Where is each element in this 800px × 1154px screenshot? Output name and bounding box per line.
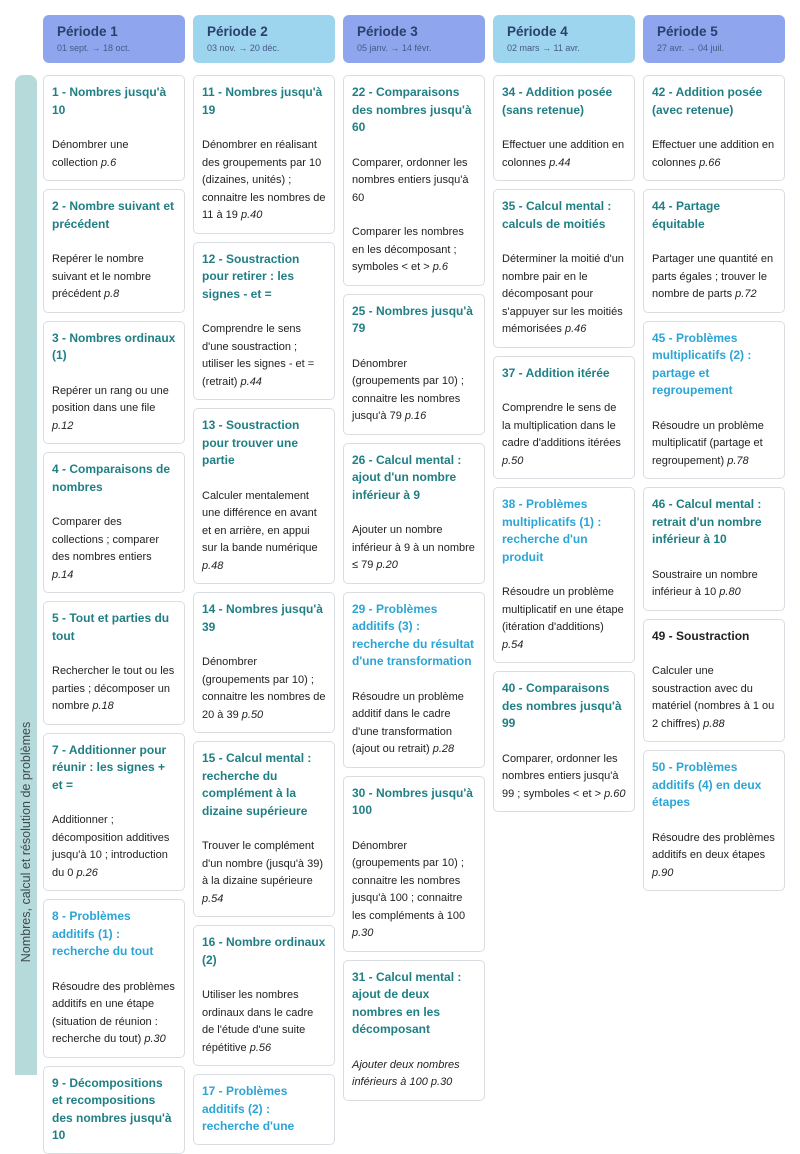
lesson-objective	[502, 137, 626, 172]
lesson-card[interactable]	[43, 733, 185, 892]
page-reference: p.30	[430, 1076, 453, 1088]
lesson-title: 49 - Soustraction	[652, 628, 750, 643]
objective-text: Effectuer une addition en colonnes	[502, 139, 625, 169]
lesson-title: 29 - Problèmes additifs (3) : recherche du résultat d'une transformation	[352, 601, 475, 668]
page-reference: p.48	[202, 559, 224, 572]
period-header-2[interactable]	[193, 15, 335, 63]
lesson-card[interactable]	[343, 443, 485, 584]
period-header-3[interactable]	[343, 15, 485, 63]
period-column-1	[43, 75, 185, 1154]
lesson-title: 5 - Tout et parties du tout	[52, 611, 170, 643]
lesson-objective	[502, 751, 626, 804]
objective-text: Dénombrer (groupements par 10) ; connaitre les nombres de 20 à 39	[202, 656, 326, 721]
lesson-objective	[502, 251, 626, 339]
page-reference: p.30	[352, 927, 374, 939]
objective-text: Effectuer une addition en colonnes	[652, 139, 775, 169]
period-headers	[43, 15, 785, 63]
lesson-card[interactable]	[343, 294, 485, 435]
lesson-title: 13 - Soustraction pour trouver une partie	[202, 418, 300, 467]
objective-text: Résoudre un problème additif dans le cadre d'une transformation (ajout ou retrait)	[352, 690, 464, 755]
page-reference: p.16	[404, 410, 427, 422]
objective-text: Rechercher le tout ou les parties ; décomposer un nombre	[52, 665, 175, 712]
lesson-card[interactable]	[43, 601, 185, 725]
lesson-card[interactable]	[193, 75, 335, 234]
objective-text: Comprendre le sens de la multiplication dans le cadre d'additions itérées	[502, 402, 621, 449]
page-reference: p.54	[202, 892, 224, 905]
lesson-objective	[202, 321, 326, 391]
objective-text: Additionner ; décomposition additives jusqu'à 10 ; introduction du 0	[52, 814, 170, 879]
page-reference: p.8	[104, 288, 120, 300]
lesson-objective	[52, 663, 176, 716]
lesson-objective	[352, 356, 476, 426]
page-reference: p.60	[604, 787, 626, 800]
period-title: Période 5	[657, 24, 718, 39]
objective-text: Soustraire un nombre inférieur à 10	[652, 568, 758, 598]
lesson-title: 2 - Nombre suivant et précédent	[52, 199, 175, 231]
objective-text: Partager une quantité en parts égales ; trouver le nombre de parts	[652, 253, 774, 300]
lesson-card[interactable]	[343, 75, 485, 286]
page-reference: p.26	[76, 866, 98, 879]
page-reference: p.12	[52, 419, 74, 432]
lesson-card[interactable]	[493, 75, 635, 181]
lesson-card[interactable]	[193, 408, 335, 584]
objective-text: Résoudre des problèmes additifs en une étape (situation de réunion : recherche du tout)	[52, 980, 175, 1045]
lesson-objective	[52, 383, 176, 436]
lesson-card[interactable]	[193, 925, 335, 1066]
lesson-title: 4 - Comparaisons de nombres	[52, 462, 171, 494]
lesson-title: 7 - Additionner pour réunir : les signes + et =	[52, 742, 167, 792]
period-title: Période 3	[357, 24, 418, 39]
lesson-title: 44 - Partage équitable	[652, 199, 721, 231]
objective-text: Dénombrer en réalisant des groupements par 10 (dizaines, unités) ; connaitre les nombres de 11 à 19	[202, 139, 326, 221]
page-reference: p.6	[100, 156, 117, 169]
lesson-title: 35 - Calcul mental : calculs de moitiés	[502, 199, 612, 231]
period-header-1[interactable]	[43, 15, 185, 63]
lesson-title: 22 - Comparaisons des nombres jusqu'à 60	[352, 85, 472, 134]
page-reference: p.72	[735, 288, 757, 300]
objective-text: Calculer mentalement une différence en avant et en arrière, en appui sur la bande numérique	[202, 489, 318, 554]
category-label: Nombres, calcul et résolution de problèmes	[19, 721, 33, 963]
lesson-title: 15 - Calcul mental : recherche du complément à la dizaine supérieure	[202, 751, 312, 818]
lesson-objective	[352, 838, 476, 943]
page-reference: p.66	[699, 156, 721, 169]
lesson-title: 8 - Problèmes additifs (1) : recherche du tout	[52, 909, 154, 958]
objective-text-2: Comparer les nombres en les décomposant ; symboles < et > p.6	[352, 226, 464, 273]
period-dates: 01 sept. → 18 oct.	[57, 43, 131, 53]
lesson-objective	[352, 1057, 476, 1092]
period-header-5[interactable]	[643, 15, 785, 63]
lesson-title: 1 - Nombres jusqu'à 10	[52, 85, 167, 117]
page-reference: p.44	[240, 375, 262, 388]
lesson-objective	[352, 522, 476, 575]
period-dates: 03 nov. → 20 déc.	[207, 43, 280, 53]
period-column-4	[493, 75, 635, 812]
page-reference: p.50	[241, 708, 264, 721]
lesson-objective	[652, 567, 776, 602]
period-column-3	[343, 75, 485, 1101]
page-reference: p.44	[549, 156, 571, 169]
lesson-title: 46 - Calcul mental : retrait d'un nombre inférieur à 10	[652, 497, 762, 546]
lesson-card[interactable]	[43, 189, 185, 313]
page-reference: p.50	[502, 454, 524, 467]
period-dates: 05 janv. → 14 févr.	[357, 43, 432, 53]
lesson-objective	[502, 400, 626, 470]
page-reference: p.30	[144, 1033, 166, 1045]
lesson-title: 50 - Problèmes additifs (4) en deux étapes	[652, 760, 762, 809]
lesson-objective	[202, 987, 326, 1057]
lesson-title: 37 - Addition itérée	[502, 365, 610, 380]
lesson-objective	[652, 137, 776, 172]
lesson-card[interactable]	[343, 960, 485, 1101]
page-reference: p.6	[432, 261, 449, 273]
period-title: Période 2	[207, 24, 268, 39]
page-reference: p.56	[249, 1041, 272, 1054]
lesson-card[interactable]	[343, 776, 485, 952]
page-reference: p.18	[92, 700, 114, 712]
lesson-objective	[352, 689, 476, 759]
page-reference: p.90	[652, 866, 674, 879]
lesson-objective	[652, 418, 776, 471]
lesson-card[interactable]	[643, 619, 785, 743]
objective-text: Résoudre un problème multiplicatif en une étape (itération d'additions)	[502, 586, 624, 633]
page-reference: p.78	[727, 454, 749, 467]
objective-text: Comprendre le sens d'une soustraction ; utiliser les signes - et = (retrait)	[202, 323, 315, 388]
lesson-card[interactable]	[643, 189, 785, 313]
period-dates: 02 mars → 11 avr.	[507, 43, 580, 53]
period-header-4[interactable]	[493, 15, 635, 63]
lesson-title: 11 - Nombres jusqu'à 19	[202, 85, 323, 117]
page-reference: p.54	[502, 638, 524, 651]
objective-text: Ajouter un nombre inférieur à 9 à un nombre ≤ 79	[352, 524, 475, 571]
lesson-card[interactable]	[643, 750, 785, 891]
lesson-title: 45 - Problèmes multiplicatifs (2) : partage et regroupement	[652, 330, 752, 397]
objective-text: Comparer des collections ; comparer des nombres entiers	[52, 516, 159, 563]
lesson-objective	[202, 838, 326, 908]
objective-text: Repérer un rang ou une position dans une file	[52, 384, 169, 414]
lesson-title: 16 - Nombre ordinaux (2)	[202, 935, 326, 967]
lesson-title: 17 - Problèmes additifs (2) : recherche d'une	[202, 1084, 295, 1133]
objective-text: Trouver le complément d'un nombre (jusqu'à 39) à la dizaine supérieure	[202, 840, 323, 887]
lesson-card[interactable]	[343, 592, 485, 768]
lesson-title: 25 - Nombres jusqu'à 79	[352, 303, 473, 335]
lesson-title: 9 - Décompositions et recompositions des nombres jusqu'à 10	[52, 1075, 172, 1142]
page-reference: p.88	[703, 717, 725, 730]
lesson-card[interactable]	[43, 321, 185, 445]
lesson-title: 26 - Calcul mental : ajout d'un nombre inférieur à 9	[352, 452, 462, 502]
lesson-title: 30 - Nombres jusqu'à 100	[352, 785, 473, 817]
period-column-2	[193, 75, 335, 1145]
objective-text: Calculer une soustraction avec du matériel (nombres à 1 ou 2 chiffres)	[652, 665, 775, 730]
lesson-title: 14 - Nombres jusqu'à 39	[202, 602, 323, 634]
lesson-title: 34 - Addition posée (sans retenue)	[502, 85, 613, 117]
period-column-5	[643, 75, 785, 891]
page-reference: p.28	[432, 743, 455, 755]
lesson-card[interactable]	[643, 487, 785, 611]
objective-text: Dénombrer (groupements par 10) ; connaitre les nombres jusqu'à 100 ; connaitre les compléments à 100	[352, 839, 466, 922]
lesson-title: 31 - Calcul mental : ajout de deux nombres en les décomposant	[352, 969, 462, 1036]
objective-text: Résoudre des problèmes additifs en deux étapes	[652, 831, 775, 861]
period-title: Période 1	[57, 24, 118, 39]
lesson-title: 12 - Soustraction pour retirer : les signes - et =	[202, 251, 300, 301]
lesson-card[interactable]	[193, 242, 335, 401]
page-reference: p.46	[564, 323, 587, 335]
lesson-card[interactable]	[43, 899, 185, 1058]
lesson-card[interactable]	[493, 356, 635, 480]
page-reference: p.40	[240, 209, 263, 221]
lesson-objective	[52, 251, 176, 304]
lesson-objective	[202, 654, 326, 724]
lesson-card[interactable]	[643, 75, 785, 181]
lesson-objective	[652, 830, 776, 883]
lesson-objective	[202, 488, 326, 576]
objective-text: Utiliser les nombres ordinaux dans le cadre de l'étude d'une suite répétitive	[202, 989, 314, 1054]
lesson-title: 42 - Addition posée (avec retenue)	[652, 85, 763, 117]
lesson-objective	[652, 663, 776, 733]
lesson-objective	[352, 155, 476, 277]
lesson-objective	[502, 584, 626, 654]
objective-text: Comparer, ordonner les nombres entiers jusqu'à 60	[352, 156, 469, 204]
objective-text: Ajouter deux nombres inférieurs à 100	[352, 1058, 460, 1088]
objective-text: Dénombrer (groupements par 10) ; connaitre les nombres jusqu'à 79	[352, 357, 464, 422]
lesson-grid	[43, 75, 785, 1154]
lesson-card[interactable]	[43, 75, 185, 181]
lesson-objective	[52, 514, 176, 584]
objective-text: Résoudre un problème multiplicatif (partage et regroupement)	[652, 419, 764, 467]
page-reference: p.20	[376, 559, 398, 571]
lesson-card[interactable]	[493, 189, 635, 348]
lesson-card[interactable]	[43, 1066, 185, 1154]
lesson-card[interactable]	[493, 671, 635, 812]
lesson-card[interactable]	[193, 741, 335, 917]
lesson-title: 40 - Comparaisons des nombres jusqu'à 99	[502, 681, 622, 730]
lesson-objective	[52, 137, 176, 172]
lesson-title: 3 - Nombres ordinaux (1)	[52, 330, 176, 362]
lesson-objective	[52, 812, 176, 882]
lesson-card[interactable]	[193, 592, 335, 733]
period-dates: 27 avr. → 04 juil.	[657, 43, 725, 53]
period-title: Période 4	[507, 24, 568, 39]
lesson-objective	[652, 251, 776, 304]
objective-text: Repérer le nombre suivant et le nombre précédent	[52, 253, 152, 300]
lesson-card[interactable]	[193, 1074, 335, 1145]
objective-text: Dénombrer une collection	[52, 139, 129, 169]
page-reference: p.14	[52, 568, 74, 581]
lesson-title: 38 - Problèmes multiplicatifs (1) : recherche d'un produit	[502, 497, 602, 564]
lesson-objective	[202, 137, 326, 225]
lesson-card[interactable]	[493, 487, 635, 663]
objective-text: Déterminer la moitié d'un nombre pair en le décomposant pour s'appuyer sur les moitiés mémorisées	[502, 253, 624, 335]
lesson-objective	[52, 979, 176, 1049]
lesson-card[interactable]	[643, 321, 785, 480]
lesson-card[interactable]	[43, 452, 185, 593]
page-reference: p.80	[719, 586, 741, 598]
objective-text: Comparer, ordonner les nombres entiers jusqu'à 99 ; symboles < et >	[502, 752, 619, 800]
